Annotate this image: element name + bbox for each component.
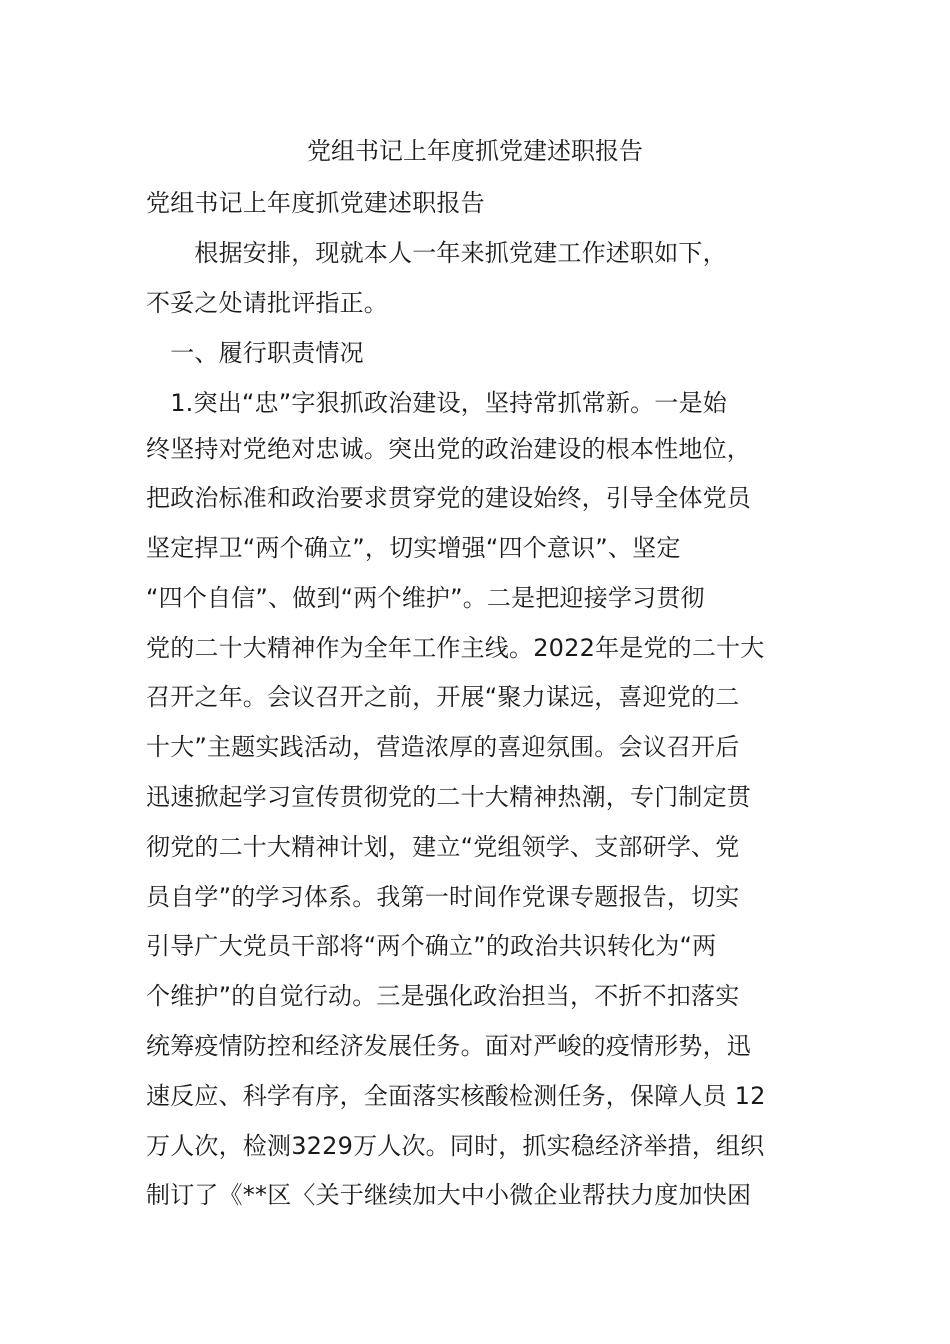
- body-line: 引导广大党员干部将“两个确立”的政治共识转化为“两: [146, 932, 717, 960]
- body-line: 根据安排，现就本人一年来抓党建工作述职如下，: [146, 239, 727, 267]
- body-line: 速反应、科学有序，全面落实核酸检测任务，保障人员 12: [146, 1082, 766, 1110]
- body-line: 制订了《**区〈关于继续加大中小微企业帮扶力度加快困: [146, 1181, 752, 1209]
- body-line: 1.突出“忠”字狠抓政治建设，坚持常抓常新。一是始: [146, 389, 727, 417]
- body-line: 党的二十大精神作为全年工作主线。2022年是党的二十大: [146, 634, 765, 662]
- body-line: 终坚持对党绝对忠诚。突出党的政治建设的根本性地位，: [146, 435, 751, 463]
- body-line: 坚定捍卫“两个确立”，切实增强“四个意识”、坚定: [146, 534, 681, 562]
- body-line: 十大”主题实践活动，营造浓厚的喜迎氛围。会议召开后: [146, 733, 740, 761]
- body-line: 统筹疫情防控和经济发展任务。面对严峻的疫情形势，迅: [146, 1032, 751, 1060]
- body-line: 把政治标准和政治要求贯穿党的建设始终，引导全体党员: [146, 484, 751, 512]
- body-line: 个维护”的自觉行动。三是强化政治担当，不折不扣落实: [146, 982, 740, 1010]
- section-heading: 一、履行职责情况: [146, 339, 364, 367]
- document-title: 党组书记上年度抓党建述职报告: [307, 137, 643, 165]
- body-line: 迅速掀起学习宣传贯彻党的二十大精神热潮，专门制定贯: [146, 783, 751, 811]
- body-line: 万人次，检测3229万人次。同时，抓实稳经济举措，组织: [146, 1132, 765, 1160]
- document-subtitle: 党组书记上年度抓党建述职报告: [146, 189, 485, 217]
- body-line: “四个自信”、做到“两个维护”。二是把迎接学习贯彻: [146, 584, 705, 612]
- body-line: 彻党的二十大精神计划，建立“党组领学、支部研学、党: [146, 833, 740, 861]
- body-line: 召开之年。会议召开之前，开展“聚力谋远，喜迎党的二: [146, 683, 740, 711]
- body-line: 不妥之处请批评指正。: [146, 289, 388, 317]
- body-line: 员自学”的学习体系。我第一时间作党课专题报告，切实: [146, 883, 740, 911]
